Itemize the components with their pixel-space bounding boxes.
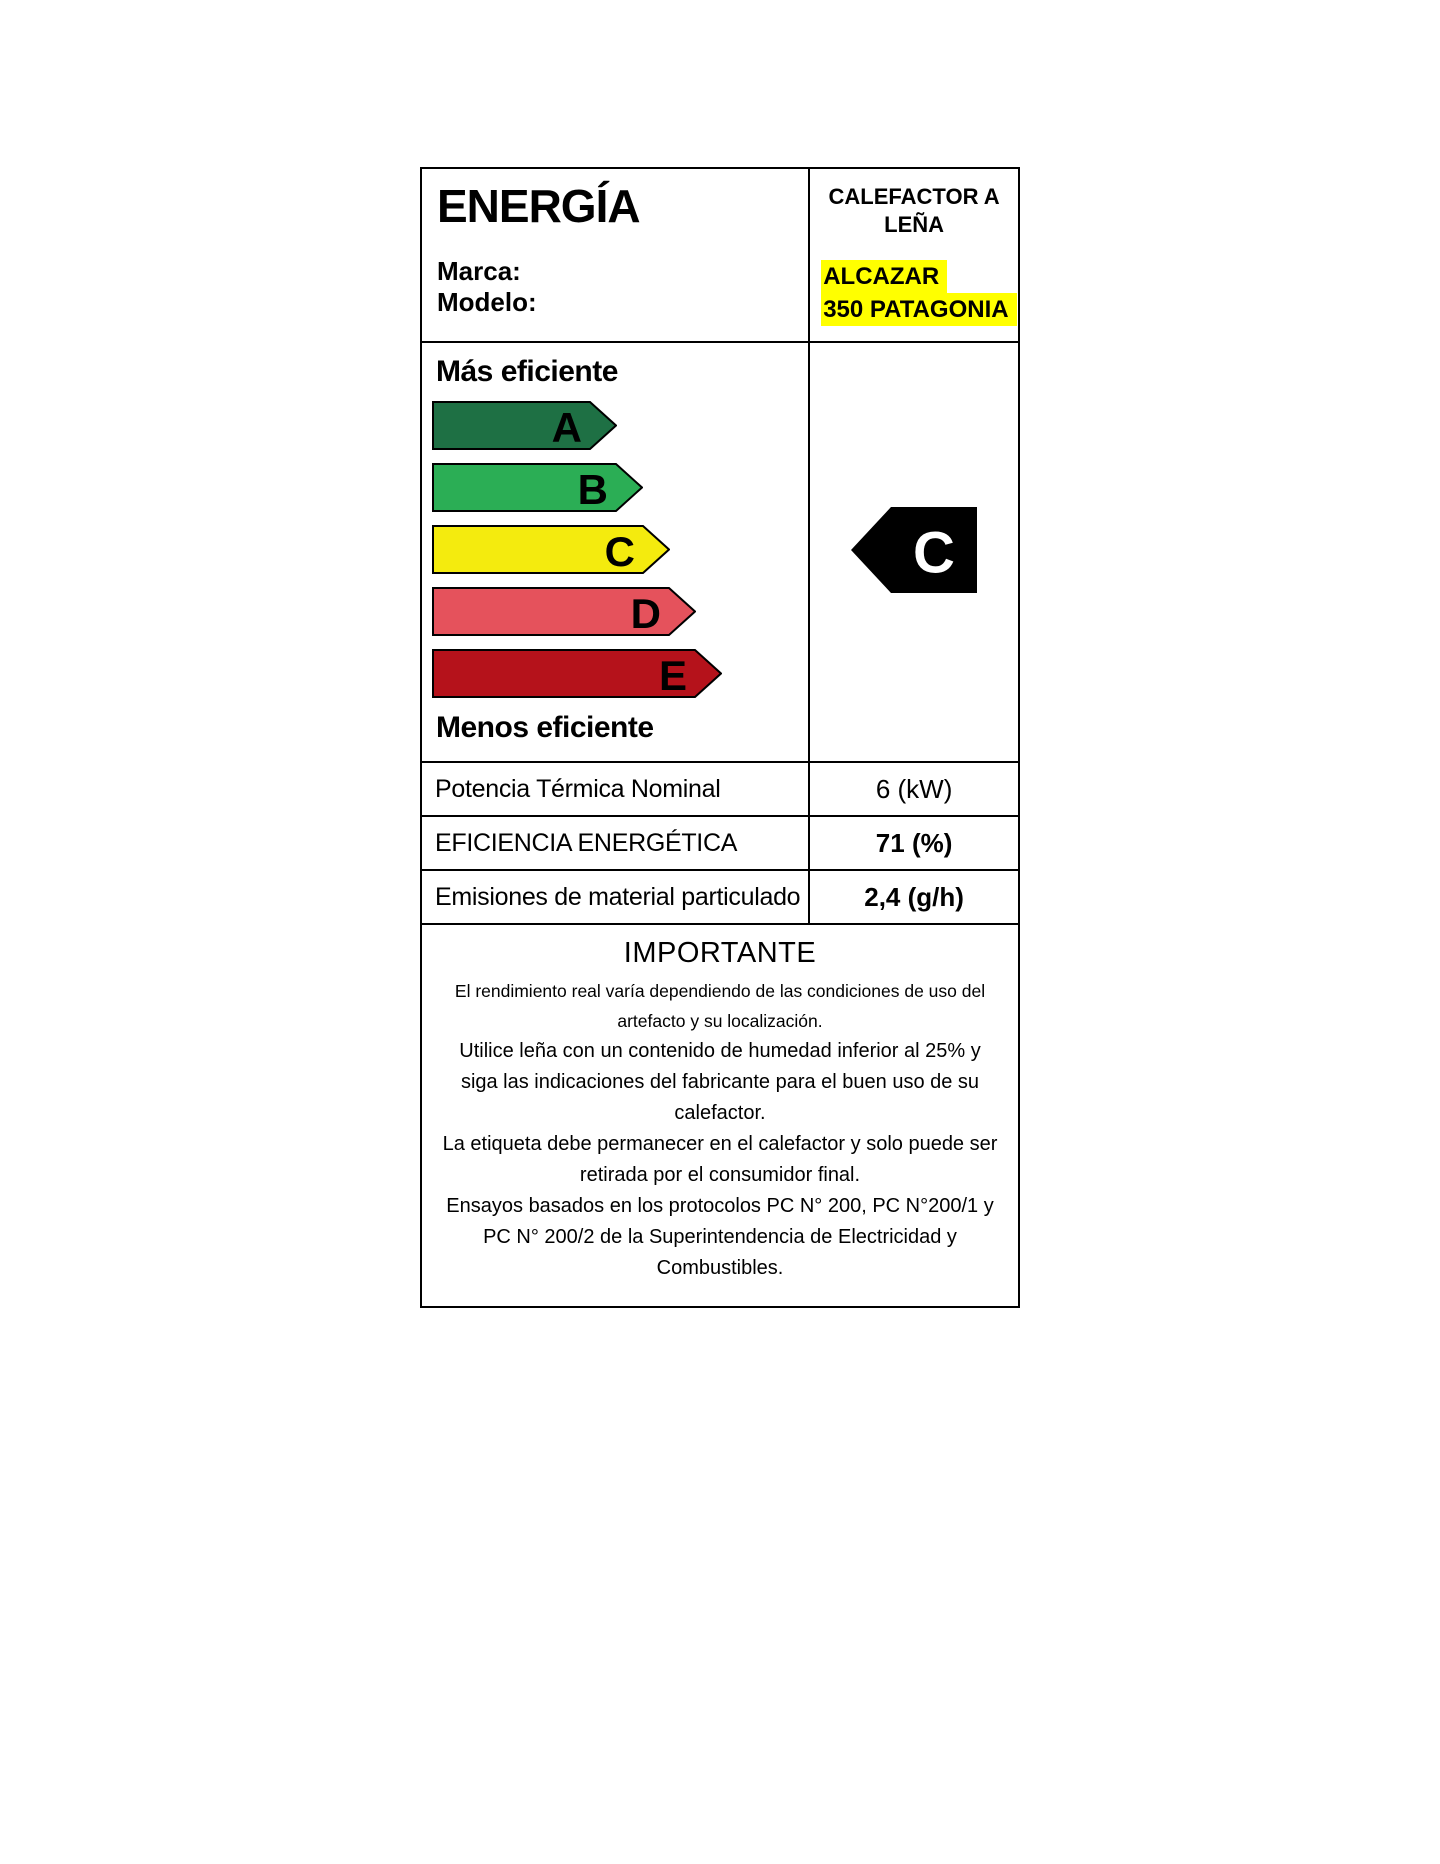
arrow-letter: C: [604, 528, 635, 574]
rating-column: [808, 343, 1018, 761]
efficiency-arrow-d-icon: [432, 587, 696, 636]
more-efficient-label: Más eficiente: [436, 355, 618, 388]
efficiency-scale: [422, 343, 808, 761]
product-type: CALEFACTOR A LEÑA: [828, 184, 1000, 237]
efficiency-arrow-c-icon: [432, 525, 670, 574]
spec-value-potencia: 6 (kW): [808, 763, 1018, 815]
header-right: [808, 169, 1018, 341]
brand-model-labels: [437, 256, 808, 318]
arrow-letter: B: [577, 466, 608, 512]
spec-value-emisiones: 2,4 (g/h): [808, 871, 1018, 923]
important-section: [422, 923, 1018, 1306]
important-heading: IMPORTANTE: [623, 937, 817, 969]
efficiency-arrow-b-icon: [432, 463, 643, 512]
spec-label-emisiones: Emisiones de material particulado: [435, 882, 801, 911]
model-value: 350 PATAGONIA: [821, 293, 1016, 326]
brand-value-line: [821, 260, 1018, 293]
important-paragraph: El rendimiento real varía dependiendo de las condiciones de uso del artefacto y su localización.: [454, 981, 986, 1031]
efficiency-arrow-e-icon: [432, 649, 722, 698]
model-value-line: [821, 293, 1018, 326]
brand-label: Marca:: [437, 255, 521, 286]
important-paragraph: La etiqueta debe permanecer en el calefactor y solo puede ser retirada por el consumidor final.: [442, 1133, 998, 1186]
rating-arrow: [851, 507, 977, 598]
arrow-letter: E: [658, 652, 687, 698]
brand-value: ALCAZAR: [821, 260, 947, 293]
label-header: [422, 169, 1018, 341]
important-paragraph: Ensayos basados en los protocolos PC N° 200, PC N°200/1 y PC N° 200/2 de la Superintendencia de Electricidad y Combustibles.: [446, 1195, 994, 1279]
spec-label-eficiencia: EFICIENCIA ENERGÉTICA: [435, 828, 738, 857]
spec-table: [422, 761, 1018, 923]
arrow-letter: D: [630, 590, 661, 636]
less-efficient-label: Menos eficiente: [436, 711, 654, 744]
important-paragraph: Utilice leña con un contenido de humedad inferior al 25% y siga las indicaciones del fabricante para el buen uso de su calefactor.: [459, 1040, 981, 1124]
table-row: [422, 815, 1018, 869]
energy-title: ENERGÍA: [437, 180, 640, 232]
rating-letter: C: [913, 520, 956, 585]
table-row: [422, 761, 1018, 815]
table-row: [422, 869, 1018, 923]
energy-label: [420, 167, 1020, 1308]
efficiency-arrows: [432, 401, 808, 698]
efficiency-arrow-row-d: [432, 587, 808, 636]
efficiency-arrow-row-b: [432, 463, 808, 512]
efficiency-arrow-a-icon: [432, 401, 617, 450]
brand-model-values: [810, 260, 1018, 326]
efficiency-arrow-row-e: [432, 649, 808, 698]
arrow-letter: A: [551, 404, 582, 450]
spec-label-potencia: Potencia Térmica Nominal: [435, 774, 721, 803]
rating-arrow-icon: [851, 507, 977, 593]
efficiency-arrow-row-c: [432, 525, 808, 574]
efficiency-arrow-row-a: [432, 401, 808, 450]
spec-value-eficiencia: 71 (%): [808, 817, 1018, 869]
header-left: [422, 169, 808, 341]
efficiency-scale-section: [422, 341, 1018, 761]
model-label: Modelo:: [437, 286, 537, 317]
